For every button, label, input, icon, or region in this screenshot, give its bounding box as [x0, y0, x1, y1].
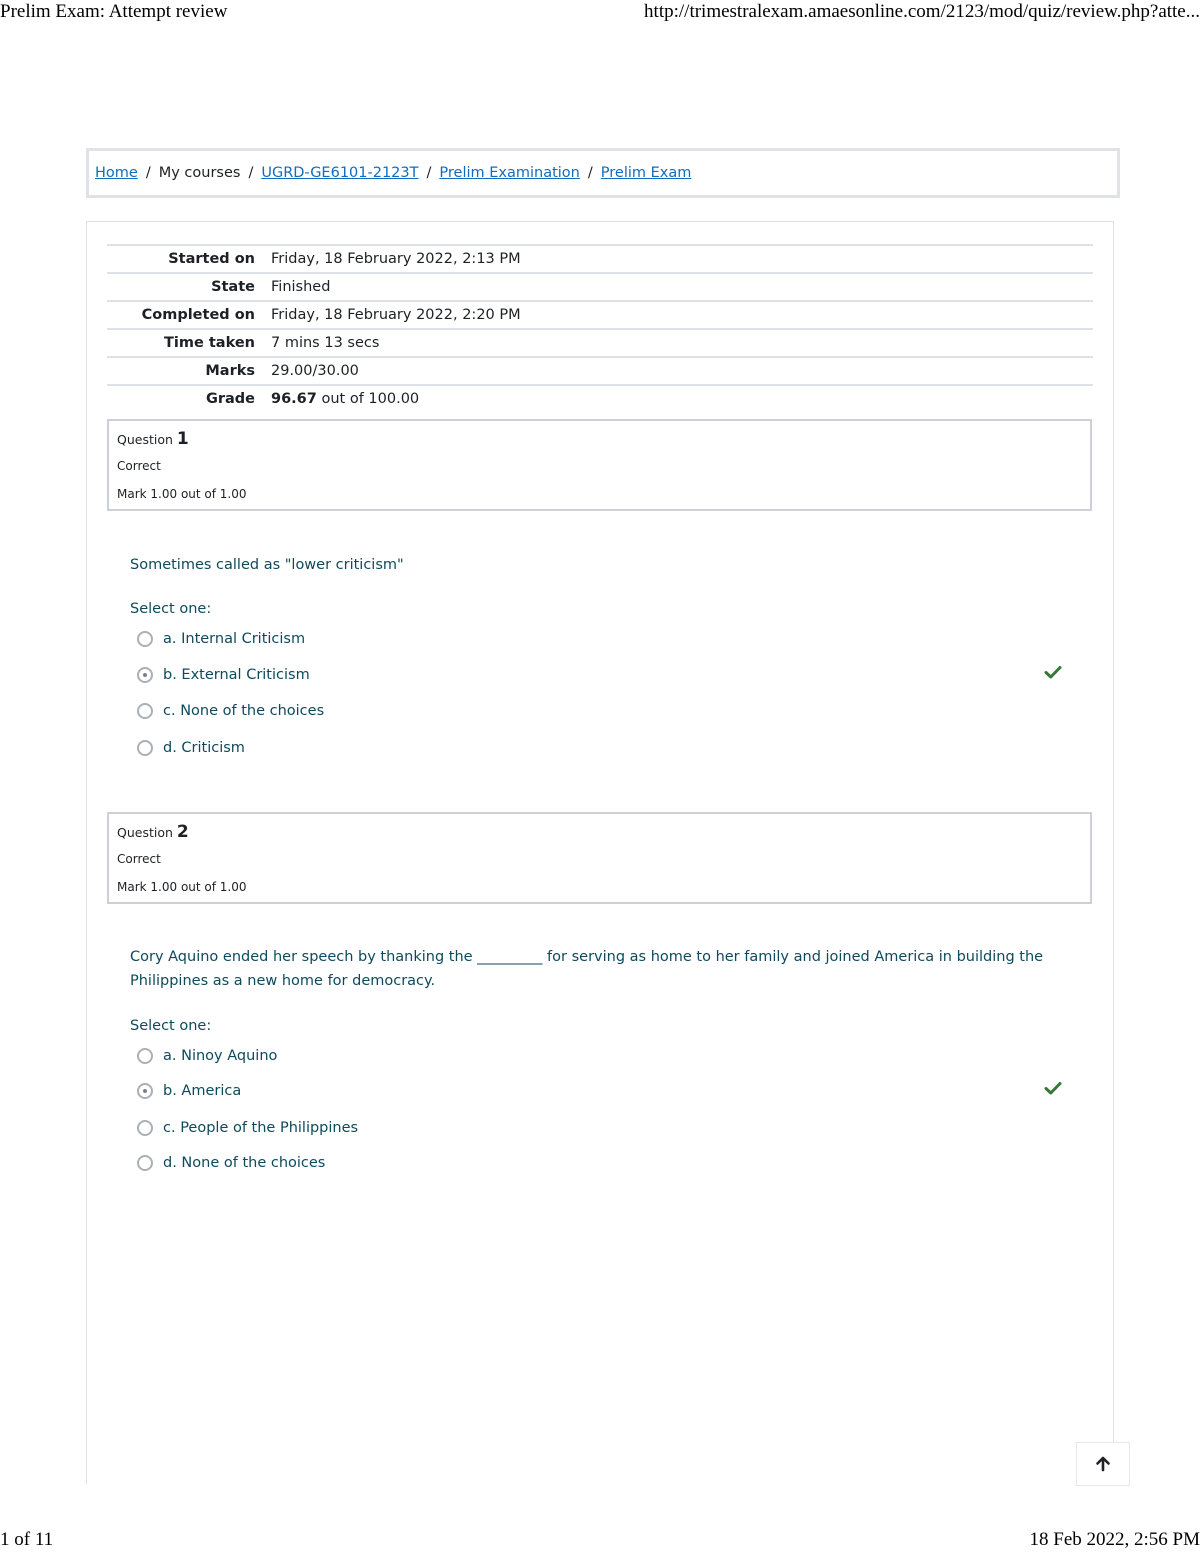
radio-button-checked[interactable] — [137, 1083, 153, 1099]
summary-value: Finished — [271, 273, 1093, 301]
answer-option-selected[interactable] — [137, 1080, 241, 1102]
print-page-number: 1 of 11 — [0, 1529, 53, 1551]
question-text-line: Philippines as a new home for democracy. — [130, 969, 1090, 993]
print-page-title: Prelim Exam: Attempt review — [0, 1, 227, 23]
answer-label: d. None of the choices — [163, 1155, 325, 1171]
summary-label: Grade — [107, 385, 271, 412]
summary-label: Completed on — [107, 301, 271, 329]
check-icon — [1044, 663, 1062, 681]
print-page-url: http://trimestralexam.amaesonline.com/2123/mod/quiz/review.php?atte... — [644, 1, 1200, 23]
summary-value: Friday, 18 February 2022, 2:20 PM — [271, 301, 1093, 329]
breadcrumb-quiz-link[interactable]: Prelim Exam — [601, 165, 692, 181]
breadcrumb-separator: / — [248, 165, 253, 181]
question-number: 1 — [177, 429, 189, 449]
summary-row-state — [107, 273, 1093, 301]
question-label: Question — [117, 432, 173, 447]
radio-button[interactable] — [137, 1155, 153, 1171]
check-icon — [1044, 1079, 1062, 1097]
breadcrumb-separator: / — [427, 165, 432, 181]
question-info-box — [107, 419, 1092, 511]
answer-label: a. Ninoy Aquino — [163, 1048, 277, 1064]
answer-option[interactable] — [137, 737, 245, 759]
radio-button[interactable] — [137, 631, 153, 647]
summary-label: State — [107, 273, 271, 301]
arrow-up-icon — [1095, 1456, 1111, 1472]
question-number-line — [117, 822, 189, 842]
summary-value: 29.00/30.00 — [271, 357, 1093, 385]
summary-value: Friday, 18 February 2022, 2:13 PM — [271, 245, 1093, 273]
print-footer — [0, 1528, 1200, 1554]
attempt-summary-table — [107, 244, 1093, 412]
breadcrumb-course-link[interactable]: UGRD-GE6101-2123T — [261, 165, 418, 181]
summary-label: Marks — [107, 357, 271, 385]
summary-row-completed — [107, 301, 1093, 329]
summary-label: Time taken — [107, 329, 271, 357]
summary-row-time-taken — [107, 329, 1093, 357]
answer-option[interactable] — [137, 1045, 277, 1067]
summary-row-started — [107, 245, 1093, 273]
radio-button-checked[interactable] — [137, 667, 153, 683]
breadcrumb-my-courses: My courses — [159, 165, 241, 181]
radio-button[interactable] — [137, 703, 153, 719]
radio-button[interactable] — [137, 1120, 153, 1136]
answer-label: b. America — [163, 1083, 241, 1099]
answer-label: a. Internal Criticism — [163, 631, 305, 647]
answer-option[interactable] — [137, 1152, 325, 1174]
breadcrumb-home-link[interactable]: Home — [95, 165, 138, 181]
answer-option-selected[interactable] — [137, 664, 310, 686]
grade-out-of: out of 100.00 — [317, 391, 419, 407]
answer-label: d. Criticism — [163, 740, 245, 756]
answer-option[interactable] — [137, 700, 324, 722]
answer-label: c. None of the choices — [163, 703, 324, 719]
summary-label: Started on — [107, 245, 271, 273]
question-text-line: Cory Aquino ended her speech by thanking the _________ for serving as home to her family and joined America in building the — [130, 945, 1090, 969]
question-grade: Mark 1.00 out of 1.00 — [117, 487, 247, 501]
question-number: 2 — [177, 822, 189, 842]
breadcrumb-separator: / — [588, 165, 593, 181]
breadcrumb-section-link[interactable]: Prelim Examination — [439, 165, 579, 181]
select-one-prompt: Select one: — [130, 601, 211, 617]
question-state: Correct — [117, 852, 161, 866]
radio-button[interactable] — [137, 1048, 153, 1064]
print-header — [0, 0, 1200, 26]
question-text — [130, 945, 1090, 993]
answer-label: b. External Criticism — [163, 667, 310, 683]
question-number-line — [117, 429, 189, 449]
summary-row-marks — [107, 357, 1093, 385]
question-info-box — [107, 812, 1092, 904]
print-timestamp: 18 Feb 2022, 2:56 PM — [1030, 1529, 1200, 1551]
radio-button[interactable] — [137, 740, 153, 756]
breadcrumb-separator: / — [146, 165, 151, 181]
answer-option[interactable] — [137, 628, 305, 650]
answer-option[interactable] — [137, 1117, 358, 1139]
question-text: Sometimes called as "lower criticism" — [130, 553, 1030, 577]
breadcrumb — [86, 148, 1120, 198]
answer-label: c. People of the Philippines — [163, 1120, 358, 1136]
summary-row-grade — [107, 385, 1093, 412]
question-grade: Mark 1.00 out of 1.00 — [117, 880, 247, 894]
summary-value: 7 mins 13 secs — [271, 329, 1093, 357]
select-one-prompt: Select one: — [130, 1018, 211, 1034]
summary-value — [271, 385, 1093, 412]
back-to-top-button[interactable] — [1076, 1442, 1130, 1486]
grade-value: 96.67 — [271, 391, 317, 407]
question-label: Question — [117, 825, 173, 840]
question-state: Correct — [117, 459, 161, 473]
